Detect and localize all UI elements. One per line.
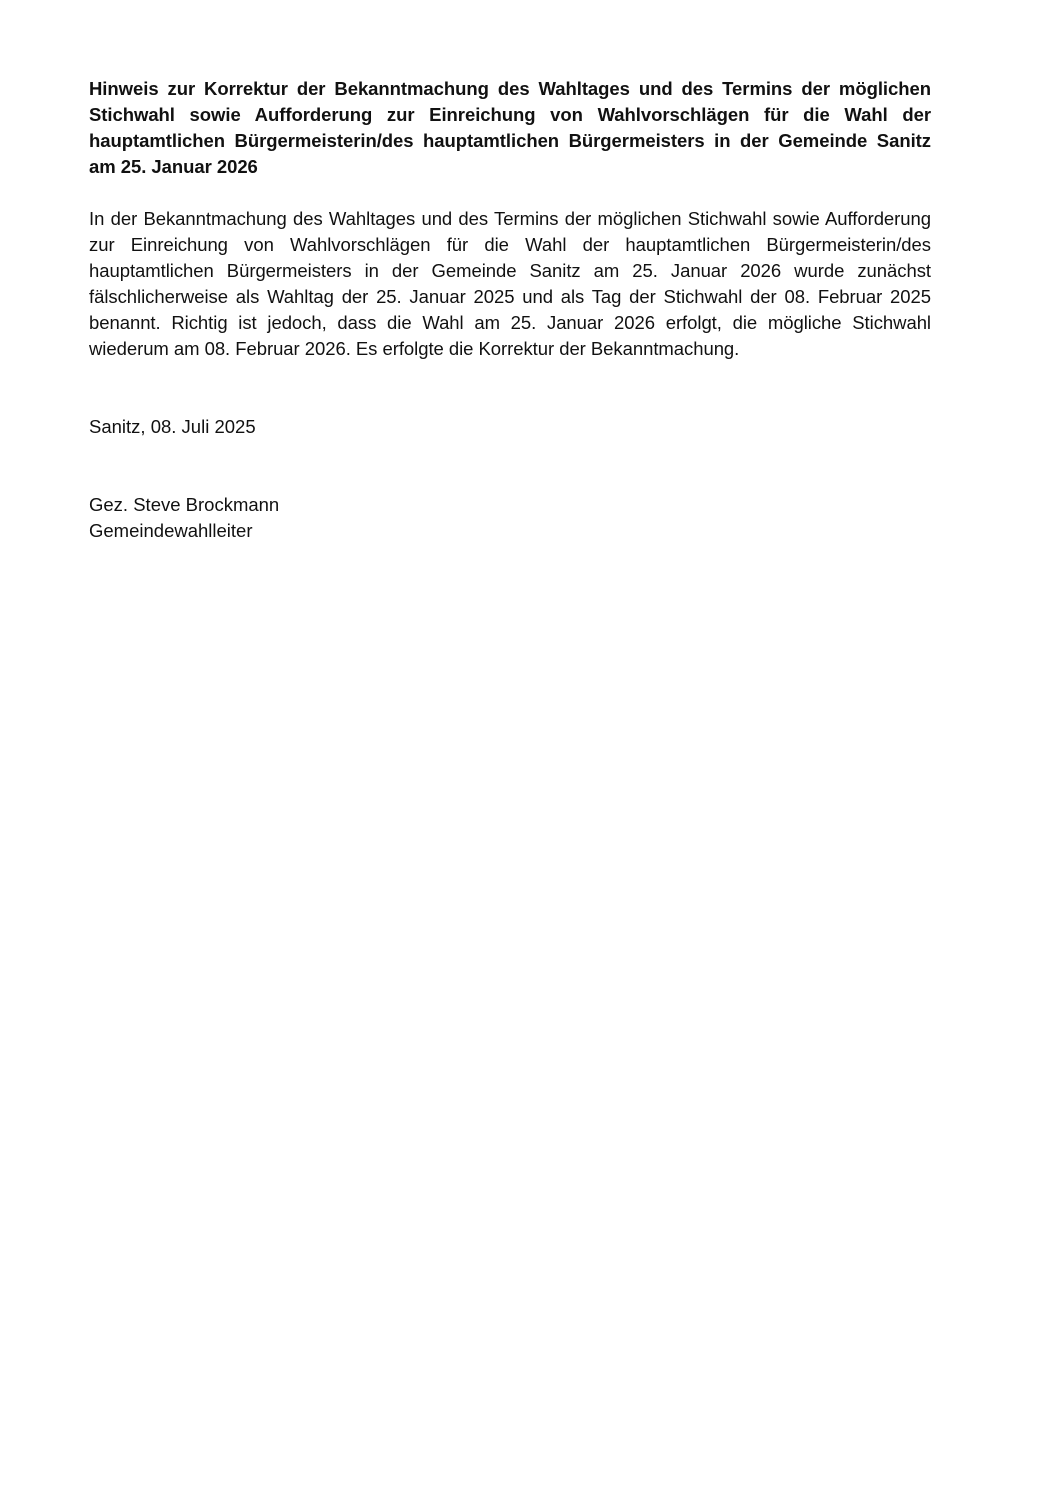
place-date: Sanitz, 08. Juli 2025 [89, 416, 256, 437]
signature-name: Gez. Steve Brockmann [89, 494, 280, 515]
document-page [89, 76, 931, 544]
signature-role: Gemeindewahlleiter [89, 520, 253, 541]
document-title: Hinweis zur Korrektur der Bekanntmachung des Wahltages und des Termins der möglichen Stichwahl sowie Aufforderung zur Einreichung von Wahlvorschlägen für die Wahl der hauptamtlichen Bürgermeisterin/des hauptamtlichen Bürgermeisters in der Gemeinde Sanitz am 25. Januar 2026 [89, 78, 931, 177]
document-body: In der Bekanntmachung des Wahltages und des Termins der möglichen Stichwahl sowie Aufforderung zur Einreichung von Wahlvorschlägen für die Wahl der hauptamtlichen Bürgermeisterin/des hauptamtlichen Bürgermeisters in der Gemeinde Sanitz am 25. Januar 2026 wurde zunächst fälschlicherweise als Wahltag der 25. Januar 2025 und als Tag der Stichwahl der 08. Februar 2025 benannt. Richtig ist jedoch, dass die Wahl am 25. Januar 2026 erfolgt, die mögliche Stichwahl wiederum am 08. Februar 2026. Es erfolgte die Korrektur der Bekanntmachung. [89, 208, 931, 359]
signature-block [89, 492, 931, 544]
